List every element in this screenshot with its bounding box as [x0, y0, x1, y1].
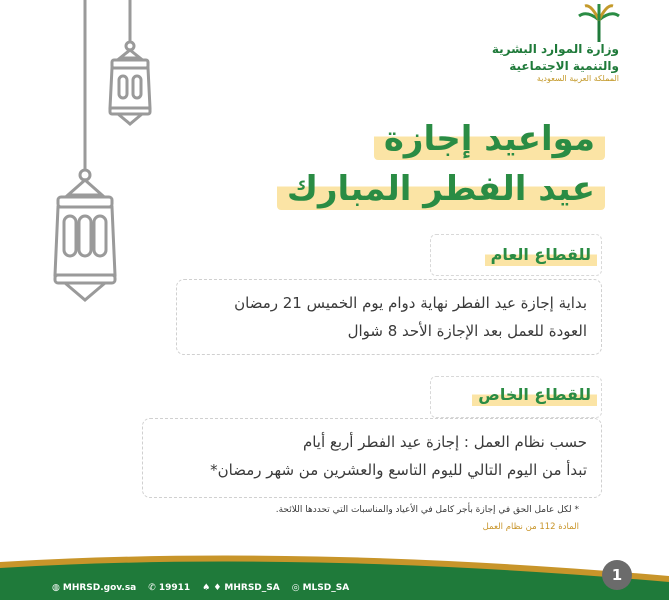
private-sector-label-text: للقطاع الخاص [472, 383, 597, 406]
phone-icon: ✆ [148, 583, 156, 593]
social-icons: ♠ ♦ [202, 583, 222, 593]
footer-phone[interactable] [148, 583, 190, 593]
title-line1: مواعيد إجازة [374, 118, 605, 160]
public-sector-line2: العودة للعمل بعد الإجازة الأحد 8 شوال [347, 322, 587, 340]
private-sector-line1: حسب نظام العمل : إجازة عيد الفطر أربع أيام [302, 433, 587, 451]
footer-twitter-text: MHRSD_SA [224, 583, 280, 593]
private-sector-panel [142, 418, 602, 498]
footer-instagram[interactable] [292, 583, 349, 593]
lanterns-decoration [0, 0, 200, 310]
footer-website[interactable] [52, 583, 136, 593]
title-line2: عيد الفطر المبارك [277, 168, 605, 210]
page-number-badge[interactable]: 1 [602, 560, 632, 590]
public-sector-line1: بداية إجازة عيد الفطر نهاية دوام يوم الخميس 21 رمضان [234, 294, 587, 312]
logo-title-line2: والتنمية الاجتماعية [509, 59, 619, 73]
public-sector-label-text: للقطاع العام [485, 243, 597, 266]
footer-phone-text: 19911 [158, 583, 191, 593]
footer-website-text: MHRSD.gov.sa [62, 583, 137, 593]
private-sector-line2: تبدأ من اليوم التالي لليوم التاسع والعشرين من شهر رمضان* [210, 461, 587, 479]
footer-instagram-text: MLSD_SA [302, 583, 350, 593]
footnote-reference: المادة 112 من نظام العمل [482, 522, 579, 532]
public-sector-label [485, 245, 597, 264]
palm-tree-icon [577, 2, 621, 46]
logo-title-line1: وزارة الموارد البشرية [491, 42, 619, 56]
instagram-icon: ◎ [291, 583, 300, 593]
globe-icon: ◍ [52, 583, 60, 593]
private-sector-label [472, 385, 597, 404]
logo-subtitle: المملكة العربية السعودية [536, 74, 619, 83]
footnote-text: * لكل عامل الحق في إجازة بأجر كامل في الأعياد والمناسبات التي تحددها اللائحة. [275, 505, 579, 515]
footer [0, 540, 669, 600]
footer-contacts [52, 583, 349, 593]
footer-twitter[interactable] [202, 583, 280, 593]
public-sector-panel [176, 279, 602, 355]
